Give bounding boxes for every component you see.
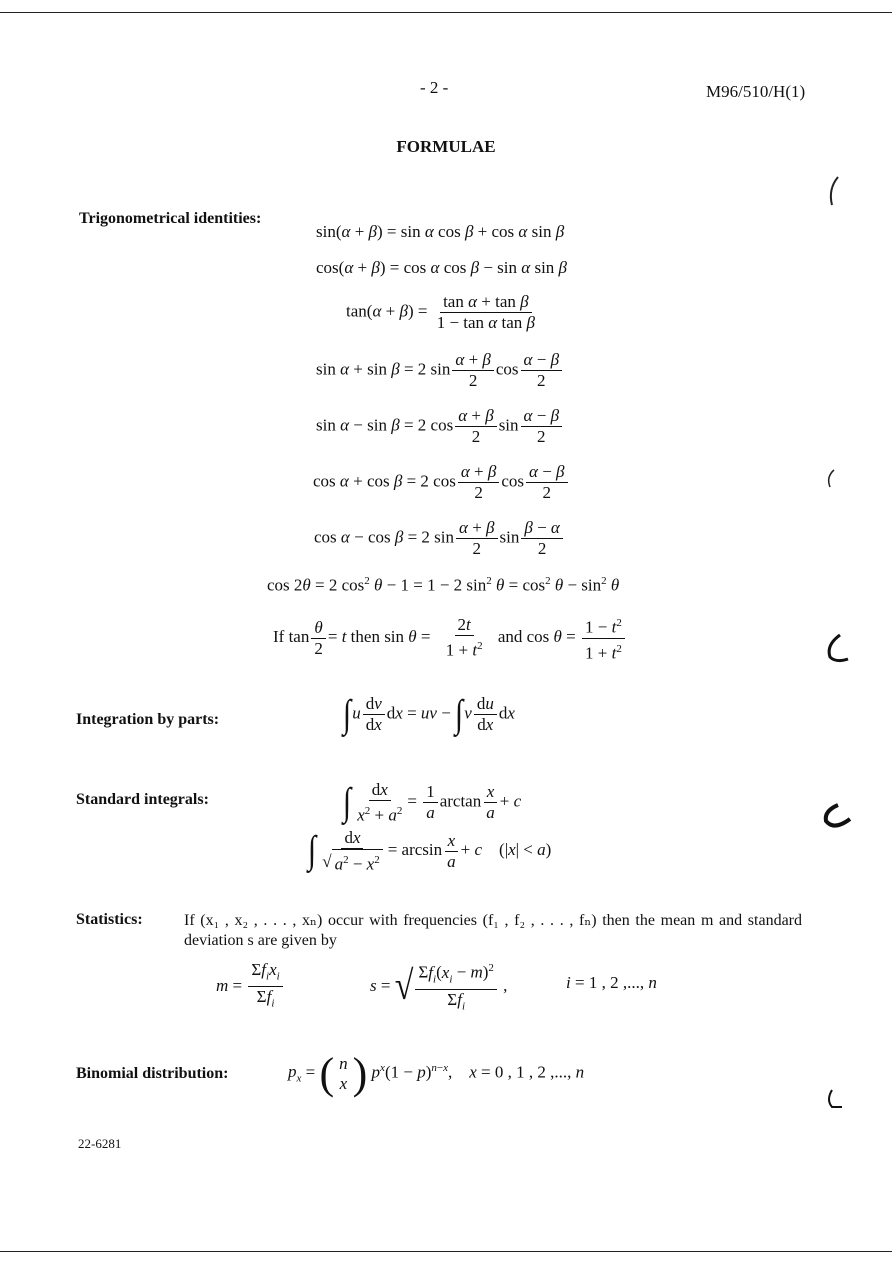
section-integration: Integration by parts: <box>76 711 220 728</box>
footer-code: 22-6281 <box>78 1136 122 1151</box>
formula-mean: m = $\frac{\Sigma f_ix_i}{\Sigma f_i}$ <box>216 960 285 1014</box>
top-rule <box>0 12 892 13</box>
section-binomial: Binomial distribution: <box>76 1065 229 1082</box>
bottom-rule <box>0 1251 892 1252</box>
formula-tan-sum: tan(α + β) = $\frac{\text{tan α + tan β}}{\text{1 − tan α tan β}}$ <box>346 292 535 332</box>
formula-sin-minus-sin: sin α − sin β = 2 cos $\frac{\alpha + \beta}{2}$ sin $\frac{\alpha - \beta}{2}$ <box>316 406 564 447</box>
page-title: FORMULAE <box>396 137 496 156</box>
formula-cos-sum: cos(α + β) = cos α cos β − sin α sin β <box>316 258 568 277</box>
formula-tan-half: If tan $\frac{\theta}{2}$ = t then sin θ = $\frac{2t}{1 + t^2}$ and cos θ = $\frac{1 - t^2}{1 + t^2}$ <box>273 613 627 663</box>
section-trig: Trigonometrical identities: <box>79 210 262 227</box>
formula-std-dev: s = √ $\frac{\Sigma f_i(x_i - m)^2}{\Sigma f_i}$ , <box>370 958 507 1016</box>
section-statistics: Statistics: <box>76 911 143 928</box>
formula-integration-by-parts: ∫u $\frac{dv}{dx}$ dx = uv − ∫v $\frac{du}{dx}$ dx <box>343 692 515 736</box>
section-standard: Standard integrals: <box>76 791 209 808</box>
formula-arctan-integral: ∫ $\frac{dx}{x^2 + a^2}$ = $\frac{1}{a}$ arctan $\frac{x}{a}$ + c <box>343 780 522 825</box>
formula-index-range: i = 1 , 2 ,..., n <box>566 973 657 992</box>
document-code: M96/510/H(1) <box>706 82 806 101</box>
punch-marks <box>820 165 860 1225</box>
formula-cos-double: cos 2θ = 2 $\cos^2 \theta - 1 = 1 - 2$ $\sin^2 \theta = \cos^2 \theta - \sin^2 \theta$ <box>267 575 620 595</box>
statistics-text: If (x₁ , x₂ , . . . , xₙ) occur with frequencies (f₁ , f₂ , . . . , fₙ) then the mean m and standard deviation s are given by <box>184 912 802 949</box>
formula-cos-plus-cos: cos α + cos β = 2 cos $\frac{\alpha + \beta}{2}$ cos $\frac{\alpha - \beta}{2}$ <box>313 462 570 503</box>
formula-arcsin-integral: ∫ dx √ $a^2 - x^2$ = arcsin $\frac{x}{a}$ + c (|x| < a) <box>308 828 552 874</box>
formula-sin-sum: sin(α + β) = sin α cos β + cos α sin β <box>316 222 565 241</box>
page-number: - 2 - <box>420 78 449 97</box>
formula-binomial: $p_x$ = ( n x ) $p^x(1 - p)^{n-x}$, x = 0 , 1 , 2 ,..., n <box>288 1049 585 1098</box>
formula-cos-minus-cos: cos α − cos β = 2 sin $\frac{\alpha + \beta}{2}$ sin $\frac{\beta - \alpha}{2}$ <box>314 518 565 559</box>
formula-sin-plus-sin: sin α + sin β = 2 sin $\frac{\alpha + \beta}{2}$ cos $\frac{\alpha - \beta}{2}$ <box>316 350 564 391</box>
